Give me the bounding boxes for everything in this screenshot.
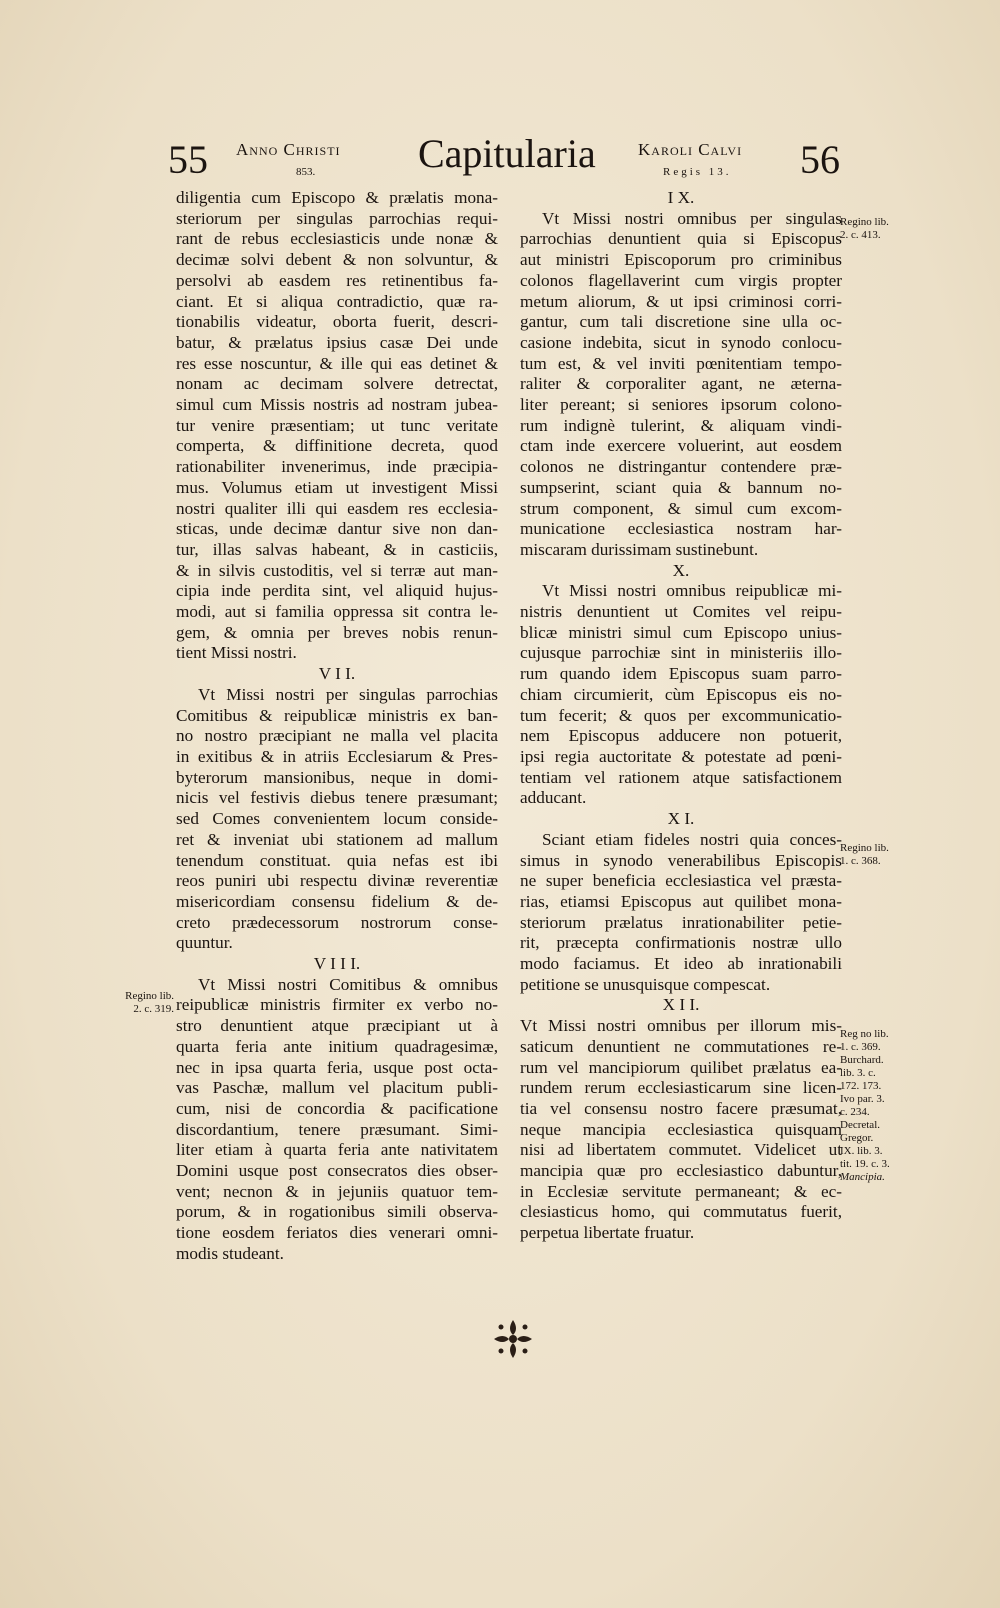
left-column <box>176 188 498 1265</box>
text-line: casione indebita, sicut in synodo conlocu- <box>520 332 842 352</box>
section-heading-9: I X. <box>667 188 695 207</box>
text-line: stro denuntient atque præcipiant ut à <box>176 1016 498 1036</box>
header-year: 853. <box>296 166 316 178</box>
text-line: raliter & corporaliter agant, ne æterna- <box>520 374 842 394</box>
section-heading-7: V I I. <box>318 664 356 684</box>
text-line: quuntur. <box>176 933 233 953</box>
text-line: tionabilis videatur, oborta fuerit, descri- <box>176 312 498 332</box>
section-11-text <box>520 830 842 996</box>
text-line: Sciant etiam fideles nostri quia conces- <box>542 829 842 849</box>
text-line: rant de rebus ecclesiasticis unde nonæ & <box>176 229 498 249</box>
text-line: rum quando idem Episcopus suam parro- <box>520 664 842 684</box>
text-line: blicæ ministri simul cum Episcopo unius- <box>520 622 842 642</box>
text-line: cipia inde perdita sint, vel aliquid hujus- <box>176 581 498 601</box>
note-line: Gregor. <box>840 1132 874 1144</box>
section-10-text <box>520 581 842 809</box>
text-line: vent; necnon & in jejuniis quatuor tem- <box>176 1181 498 1201</box>
text-line: comperta, & diffinitione decreta, quod <box>176 436 498 456</box>
text-line: clesiasticus homo, qui commutatus fuerit, <box>520 1202 842 1222</box>
text-line: metum aliorum, & ut ipsi criminosi corri- <box>520 291 842 311</box>
section-heading-8: V I I I. <box>313 954 361 974</box>
margin-note-regino-369 <box>840 1028 918 1184</box>
text-line: reos puniri ubi respectu divinæ reverentiæ <box>176 871 498 891</box>
note-line: lib. 3. c. <box>840 1067 876 1079</box>
text-line: ctam inde exercere voluerint, aut eosdem <box>520 436 842 456</box>
text-line: porum, & in rogationibus simili observa- <box>176 1202 498 1222</box>
note-line: c. 234. <box>840 1106 870 1118</box>
text-line: quarta feria ante initium quadragesimæ, <box>176 1036 498 1056</box>
note-line: IX. lib. 3. <box>840 1145 883 1157</box>
page-number-right: 56 <box>800 137 840 182</box>
note-line: 2. c. 319. <box>133 1003 174 1015</box>
text-line: rationabiliter invenerimus, inde præcipia- <box>176 457 498 477</box>
text-line: sumpserint, sciant quia & bannum no- <box>520 477 842 497</box>
text-line: diligentia cum Episcopo & prælatis mona- <box>176 188 498 207</box>
text-line: steriorum per singulas parrochias requi- <box>176 208 498 228</box>
text-line: tentiam vel rationem atque satisfactionem <box>520 767 842 787</box>
section-heading-10: X. <box>672 560 690 580</box>
text-line: nonam ac decimam solvere detrectat, <box>176 374 498 394</box>
section-9-text <box>520 209 842 561</box>
text-line: nostri qualiter illi qui easdem res ecclesia- <box>176 498 498 518</box>
header-anno-christi: Anno Christi <box>236 140 341 159</box>
text-line: colonos ne distringantur contendere præ- <box>520 457 842 477</box>
text-line: modi, aut si familia oppressa sit contra le- <box>176 602 498 622</box>
text-line: tum est, & vel inviti pœnitentiam tempo- <box>520 353 842 373</box>
note-line: Ivo par. 3. <box>840 1093 885 1105</box>
text-line: decimæ solvi debent & non solvuntur, & <box>176 250 498 270</box>
text-line: gantur, cum tali discretione sine ulla oc- <box>520 312 842 332</box>
section-heading-12: X I I. <box>662 995 700 1015</box>
text-line: liter etiam à quarta feria ante nativitatem <box>176 1140 498 1160</box>
text-line: mancipia quæ pro ecclesiastico dabuntur, <box>520 1161 842 1181</box>
text-line: in Ecclesiæ servitute permaneant; & ec- <box>520 1181 842 1201</box>
section-7-text <box>176 685 498 954</box>
text-line: rit, præcepta confirmationis nostræ ullo <box>520 933 842 953</box>
text-line: nisi ad libertatem commutet. Videlicet ut <box>520 1140 842 1160</box>
text-line: tenendum constituat. quia nefas est ibi <box>176 850 498 870</box>
text-line: Domini usque post consecratos dies obser- <box>176 1161 498 1181</box>
text-line: colonos flagellaverint cum virgis propter <box>520 270 842 290</box>
text-line: misericordiam consensu fidelium & de- <box>176 891 498 911</box>
note-line: 1. c. 368. <box>840 855 881 867</box>
note-line: Decretal. <box>840 1119 880 1131</box>
text-line: discordantium, tenere præsumant. Simi- <box>176 1119 498 1139</box>
text-line: miscaram durissimam sustinebunt. <box>520 539 759 559</box>
text-line: rum indignè tulerint, & aliquam vindi- <box>520 415 842 435</box>
text-line: tur venire præsentiam; ut tunc veritate <box>176 415 498 435</box>
text-line: mus. Volumus etiam ut investigent Missi <box>176 477 498 497</box>
text-line: steriorum prælatus inrationabiliter petie- <box>520 912 842 932</box>
text-line: chiam circumierit, cùm Episcopus eis no- <box>520 684 842 704</box>
note-line: 172. 173. <box>840 1080 882 1092</box>
text-line: Vt Missi nostri omnibus reipublicæ mi- <box>542 581 842 601</box>
margin-note-regino-413 <box>840 216 918 242</box>
text-line: reipublicæ ministris firmiter ex verbo no- <box>176 995 498 1015</box>
text-line: res esse noscuntur, & ille qui eas detinet & <box>176 353 498 373</box>
text-line: municatione ecclesiastica nostram har- <box>520 519 842 539</box>
text-line: neque mancipia ecclesiastica quisquam <box>520 1119 842 1139</box>
section-8-text <box>176 975 498 1265</box>
margin-note-regino-368 <box>840 842 918 868</box>
section-heading-11: X I. <box>667 809 695 829</box>
text-line: parrochias denuntient quia si Episcopus <box>520 229 842 249</box>
right-column <box>520 188 842 1244</box>
note-line: Regino lib. <box>840 842 889 854</box>
text-line: ciant. Et si aliqua contradictio, quæ ra- <box>176 291 498 311</box>
text-line: byterorum mansionibus, neque in domi- <box>176 767 498 787</box>
text-line: nec in ipsa quarta feria, usque post octa- <box>176 1057 498 1077</box>
text-line: Vt Missi nostri omnibus per illorum mis- <box>520 1016 842 1036</box>
fleuron-ornament-icon <box>490 1316 536 1362</box>
text-line: persolvi ab easdem res retinentibus fa- <box>176 270 498 290</box>
text-line: modis studeant. <box>176 1243 284 1263</box>
text-line: adducant. <box>520 788 587 808</box>
text-line: ret & inveniat ubi stationem ad mallum <box>176 829 498 849</box>
text-line: aut ministri Episcoporum pro criminibus <box>520 250 842 270</box>
text-line: petitione se unusquisque compescat. <box>520 974 771 994</box>
text-line: nem Episcopus adducere non potuerit, <box>520 726 842 746</box>
text-line: Vt Missi nostri Comitibus & omnibus <box>198 974 498 994</box>
text-line: nistris denuntient ut Comites vel reipu- <box>520 602 842 622</box>
note-line: Regino lib. <box>840 216 889 228</box>
text-line: tur, illas salvas habeant, & in casticiis, <box>176 539 498 559</box>
text-line: ipsi regia auctoritate & potestate ad pœni- <box>520 746 842 766</box>
text-line: perpetua libertate fruatur. <box>520 1223 695 1243</box>
header-karoli-calvi: Karoli Calvi <box>638 140 743 159</box>
text-line: modo faciamus. Et ideo ab inrationabili <box>520 954 842 974</box>
text-line: rundem rerum ecclesiasticarum sine licen- <box>520 1078 842 1098</box>
text-line: tia vel consensu nostro facere præsumat, <box>520 1098 842 1118</box>
note-line: Regino lib. <box>125 990 174 1002</box>
text-line: batur, & prælatus ipsius casæ Dei unde <box>176 332 498 352</box>
text-line: ne super beneficia ecclesiastica vel præsta- <box>520 871 842 891</box>
text-line: rias, etiamsi Episcopus aut quilibet mona- <box>520 891 842 911</box>
text-line: creto prædecessorum nostrorum conse- <box>176 912 498 932</box>
running-header <box>0 128 1000 188</box>
note-line: Reg no lib. <box>840 1028 889 1040</box>
text-line: Vt Missi nostri per singulas parrochias <box>198 684 498 704</box>
text-line: tum fecerit; & quos per excommunicatio- <box>520 705 842 725</box>
text-line: sticas, unde decimæ dantur sive non dan- <box>176 519 498 539</box>
margin-note-regino-319 <box>108 990 174 1016</box>
header-regis: Regis 13. <box>663 166 732 178</box>
note-line: Mancipia. <box>840 1171 885 1183</box>
text-line: cum, nisi de concordia & pacificatione <box>176 1098 498 1118</box>
text-line: Vt Missi nostri omnibus per singulas <box>542 208 842 228</box>
text-line: no nostro præcipiant ne malla vel placita <box>176 726 498 746</box>
text-line: cujusque parrochiæ sint in ministeriis illo- <box>520 643 842 663</box>
text-line: strum component, & simul cum excom- <box>520 498 842 518</box>
note-line: Burchard. <box>840 1054 884 1066</box>
text-line: tione eosdem feriatos dies venerari omni- <box>176 1223 498 1243</box>
section-12-text <box>520 1016 842 1244</box>
note-line: 1. c. 369. <box>840 1041 881 1053</box>
text-line: gem, & omnia per breves nobis renun- <box>176 622 498 642</box>
text-line: in exitibus & in atriis Ecclesiarum & Pres- <box>176 746 498 766</box>
text-line: Comitibus & reipublicæ ministris ex ban- <box>176 705 498 725</box>
text-line: rum vel mancipiorum quilibet prælatus ea- <box>520 1057 842 1077</box>
text-line: simus in synodo venerabilibus Episcopis <box>520 850 842 870</box>
text-line: vas Paschæ, mallum vel placitum publi- <box>176 1078 498 1098</box>
page-number-left: 55 <box>168 137 208 182</box>
continued-paragraph <box>176 188 498 664</box>
text-line: liter pereant; si seniores ipsorum colono- <box>520 395 842 415</box>
text-line: nicis vel festivis diebus tenere præsumant; <box>176 788 498 808</box>
text-line: simul cum Missis nostris ad nostram jubea- <box>176 395 498 415</box>
text-line: saticum denuntient ne commutationes re- <box>520 1036 842 1056</box>
note-line: 2. c. 413. <box>840 229 881 241</box>
text-line: sed Comes convenientem locum conside- <box>176 809 498 829</box>
note-line: tit. 19. c. 3. <box>840 1158 890 1170</box>
text-line: & in silvis custoditis, vel si terræ aut man- <box>176 560 498 580</box>
page-title: Capitularia <box>418 131 596 176</box>
text-line: tient Missi nostri. <box>176 643 297 663</box>
